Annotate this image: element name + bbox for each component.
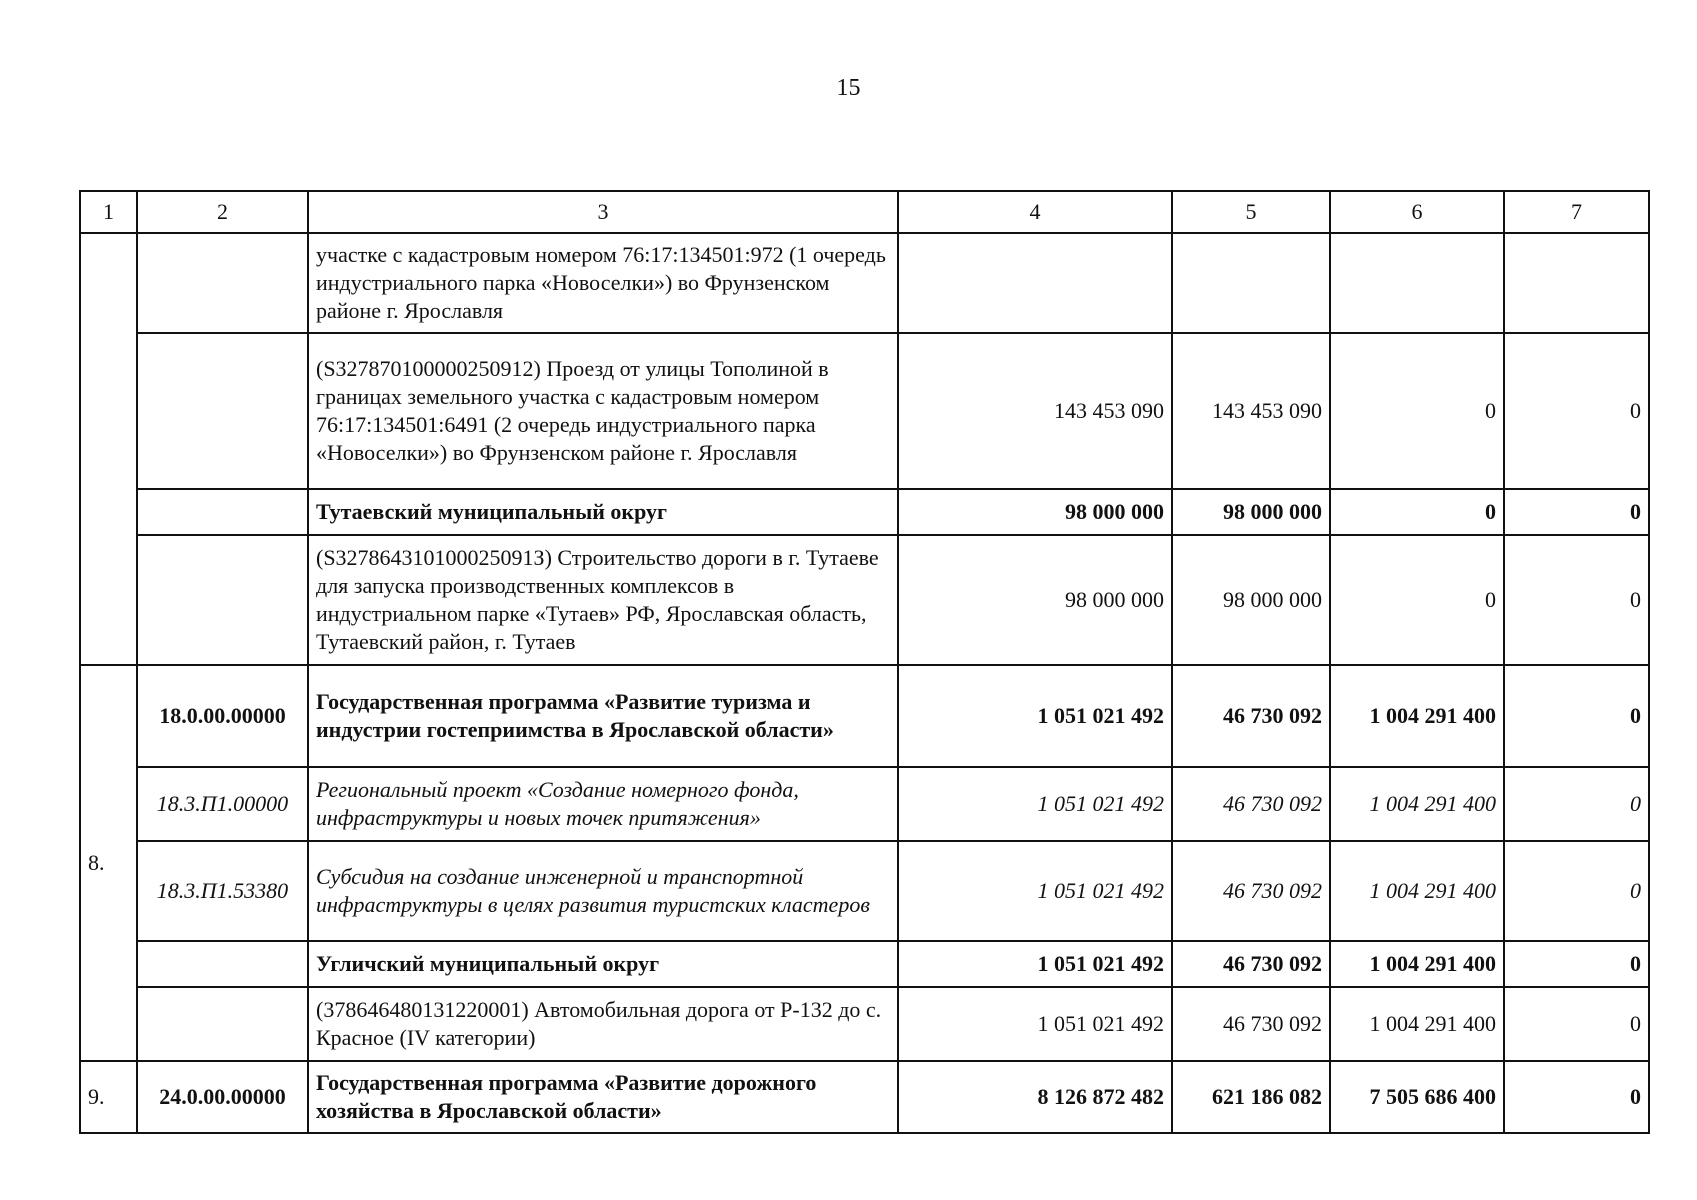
column-header: 3 [308,191,898,233]
row-value-col6: 0 [1330,333,1504,489]
row-value-col6: 0 [1330,489,1504,535]
row-value-col4: 1 051 021 492 [898,841,1172,941]
column-header: 2 [137,191,308,233]
column-header: 7 [1504,191,1649,233]
row-value-col7: 0 [1504,489,1649,535]
row-code: 18.3.П1.00000 [137,767,308,841]
row-value-col7: 0 [1504,665,1649,767]
row-value-col4: 1 051 021 492 [898,941,1172,987]
row-value-col4: 1 051 021 492 [898,987,1172,1061]
row-name: (S327864310100025091З) Строительство дороги в г. Тутаеве для запуска производственных комплексов в индустриальном парке «Тутаев» РФ, Ярославская область, Тутаевский район, г. Тутаев [308,535,898,665]
row-name: (S327870100000250912) Проезд от улицы Тополиной в границах земельного участка с кадастровым номером 76:17:134501:6491 (2 очередь индустриального парка «Новоселки») во Фрунзенском районе г. Ярославля [308,333,898,489]
row-name: Государственная программа «Развитие туризма и индустрии гостеприимства в Ярославской области» [308,665,898,767]
budget-table [79,190,1650,1134]
table-row [80,1061,1649,1133]
row-name: Тутаевский муниципальный округ [308,489,898,535]
row-value-col6: 1 004 291 400 [1330,941,1504,987]
row-value-col7: 0 [1504,535,1649,665]
row-value-col6: 7 505 686 400 [1330,1061,1504,1133]
table-row [80,535,1649,665]
row-code [137,233,308,333]
row-value-col5: 621 186 082 [1172,1061,1330,1133]
row-code: 24.0.00.00000 [137,1061,308,1133]
row-value-col6 [1330,233,1504,333]
row-name: участке с кадастровым номером 76:17:134501:972 (1 очередь индустриального парка «Новоселки») во Фрунзенском районе г. Ярославля [308,233,898,333]
column-header: 6 [1330,191,1504,233]
table-row [80,841,1649,941]
row-value-col4: 1 051 021 492 [898,665,1172,767]
row-value-col6: 1 004 291 400 [1330,841,1504,941]
row-value-col4: 143 453 090 [898,333,1172,489]
row-name: (378646480131220001) Автомобильная дорога от Р-132 до с. Красное (IV категории) [308,987,898,1061]
row-name: Региональный проект «Создание номерного фонда, инфраструктуры и новых точек притяжения» [308,767,898,841]
row-code [137,333,308,489]
row-value-col6: 1 004 291 400 [1330,665,1504,767]
table-row [80,767,1649,841]
table-row [80,233,1649,333]
row-code [137,535,308,665]
row-value-col4: 98 000 000 [898,489,1172,535]
row-value-col4 [898,233,1172,333]
row-code [137,941,308,987]
row-value-col7: 0 [1504,333,1649,489]
row-value-col7: 0 [1504,941,1649,987]
column-header: 1 [80,191,137,233]
table-row [80,333,1649,489]
row-code [137,489,308,535]
row-value-col7 [1504,233,1649,333]
row-value-col4: 1 051 021 492 [898,767,1172,841]
row-value-col5: 98 000 000 [1172,535,1330,665]
row-value-col6: 1 004 291 400 [1330,987,1504,1061]
row-name: Угличский муниципальный округ [308,941,898,987]
row-value-col4: 8 126 872 482 [898,1061,1172,1133]
row-value-col5: 46 730 092 [1172,767,1330,841]
row-value-col5: 143 453 090 [1172,333,1330,489]
table-row [80,941,1649,987]
table-row [80,489,1649,535]
row-number: 8. [80,665,137,1061]
row-value-col5 [1172,233,1330,333]
column-header: 5 [1172,191,1330,233]
column-header: 4 [898,191,1172,233]
table-row [80,987,1649,1061]
row-value-col5: 46 730 092 [1172,941,1330,987]
row-value-col7: 0 [1504,987,1649,1061]
page-number: 15 [836,75,861,101]
row-value-col6: 0 [1330,535,1504,665]
row-value-col4: 98 000 000 [898,535,1172,665]
row-name: Государственная программа «Развитие дорожного хозяйства в Ярославской области» [308,1061,898,1133]
row-value-col5: 46 730 092 [1172,665,1330,767]
row-value-col5: 98 000 000 [1172,489,1330,535]
row-number: 9. [80,1061,137,1133]
row-value-col5: 46 730 092 [1172,841,1330,941]
header-row [80,191,1649,233]
row-value-col6: 1 004 291 400 [1330,767,1504,841]
row-code: 18.0.00.00000 [137,665,308,767]
table-row [80,665,1649,767]
row-value-col7: 0 [1504,1061,1649,1133]
row-name: Субсидия на создание инженерной и транспортной инфраструктуры в целях развития туристских кластеров [308,841,898,941]
row-code: 18.3.П1.53380 [137,841,308,941]
row-value-col7: 0 [1504,841,1649,941]
row-number [80,233,137,665]
row-code [137,987,308,1061]
row-value-col7: 0 [1504,767,1649,841]
row-value-col5: 46 730 092 [1172,987,1330,1061]
